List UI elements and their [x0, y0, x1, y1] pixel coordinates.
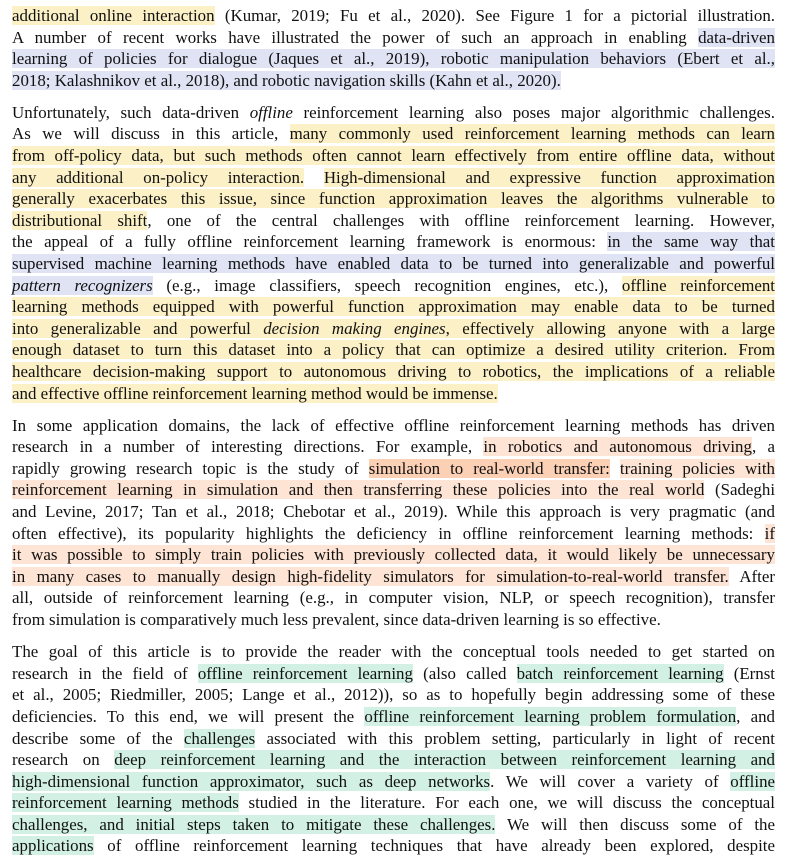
text-line: [12, 339, 775, 361]
text-line: [12, 231, 775, 253]
text-run: We will then discuss some of the: [495, 814, 775, 834]
text-run: The goal of this article is to provide the reader with the conceptual tools needed to get started on: [12, 642, 775, 662]
text-run: and Levine, 2017; Tan et al., 2018; Chebotar et al., 2019). While this approach is very pragmatic (and: [12, 502, 775, 522]
highlight-green: challenges: [183, 728, 256, 748]
highlight-green: offline: [730, 771, 776, 791]
text-line: [12, 102, 775, 124]
text-line: [12, 383, 775, 405]
highlight-yellow: and effective offline reinforcement learning method would be immense.: [12, 383, 498, 403]
text-line: [12, 501, 775, 523]
paragraph: [12, 641, 775, 857]
highlight-green: challenges, and initial steps taken to mitigate these challenges.: [12, 814, 496, 834]
text-run: [610, 459, 620, 478]
text-line: [12, 792, 775, 814]
text-run: [304, 168, 324, 187]
document-body: [12, 5, 775, 868]
emphasis-text: offline: [249, 102, 293, 122]
text-run: all, outside of reinforcement learning (e.g., in computer vision, NLP, or speech recognition), transfer: [12, 588, 775, 608]
text-line: [12, 479, 775, 501]
text-run: research on: [12, 750, 115, 770]
highlight-blue: 2018; Kalashnikov et al., 2018), and robotic navigation skills (Kahn et al., 2020).: [12, 70, 561, 90]
text-run: describe some of the: [12, 728, 184, 748]
text-line: [12, 458, 775, 480]
text-line: [12, 5, 775, 27]
text-line: [12, 253, 775, 275]
text-run: A number of recent works have illustrated the power of such an approach in enabling: [12, 27, 699, 47]
text-run: of offline reinforcement learning techniques that have already been explored, despite: [93, 836, 775, 856]
text-run: deficiencies. To this end, we will present the: [12, 706, 365, 726]
text-run: (e.g., image classifiers, speech recognition engines, etc.),: [152, 275, 622, 295]
highlight-blue: in the same way that: [607, 232, 776, 252]
paragraph: [12, 5, 775, 91]
text-run: rapidly growing research topic is the study of: [12, 458, 369, 478]
text-run: (also called: [412, 663, 517, 683]
highlight-yellow: into generalizable and powerful: [12, 318, 264, 338]
highlight-blue: data-driven: [698, 27, 775, 47]
highlight-yellow: generally exacerbates this issue, since function approximation leaves the algorithms vulnerable to: [12, 189, 775, 209]
highlight-green: applications: [12, 836, 94, 856]
text-run: studied in the literature. For each one, we will discuss the conceptual: [238, 793, 775, 813]
text-run: (Kumar, 2019; Fu et al., 2020). See Figure 1 for a pictorial illustration.: [214, 6, 775, 25]
text-line: [12, 609, 775, 631]
text-line: [12, 749, 775, 771]
text-run: research in the field of: [12, 663, 198, 683]
text-run: , and: [736, 706, 775, 726]
text-run: often effective), its popularity highlights the deficiency in offline reinforcement learning methods:: [12, 523, 765, 543]
highlight-yellow: distributional shift: [12, 210, 148, 230]
highlight-orange: in many cases to manually design high-fidelity simulators for simulation-to-real-world transfer.: [12, 566, 729, 586]
highlight-yellow: learning methods equipped with powerful function approximation may enable data to be turned: [12, 297, 775, 317]
highlight-blue: pattern recognizers: [12, 275, 153, 295]
text-line: [12, 728, 775, 750]
text-run: associated with this problem setting, particularly in light of recent: [255, 728, 775, 748]
highlight-green: batch reinforcement learning: [516, 663, 724, 683]
highlight-yellow: offline reinforcement: [621, 275, 775, 295]
text-run: , a: [751, 437, 775, 457]
highlight-yellow: healthcare decision-making support to autonomous driving to robotics, the implications of a reliable: [12, 362, 775, 381]
text-run: Unfortunately, such data-driven: [12, 102, 250, 122]
highlight-dark-orange: simulation to real-world transfer:: [368, 458, 610, 478]
text-line: [12, 48, 775, 70]
text-line: [12, 361, 775, 383]
highlight-green: offline reinforcement learning: [197, 663, 413, 683]
highlight-orange: reinforcement learning in simulation and then transferring these policies into the real world: [12, 480, 705, 500]
highlight-orange: if: [764, 523, 775, 543]
highlight-yellow: from off-policy data, but such methods often cannot learn effectively from entire offline data, without: [12, 146, 775, 166]
text-line: [12, 566, 775, 588]
text-line: [12, 210, 775, 232]
text-run: (Ernst: [723, 663, 775, 683]
highlight-blue: learning of policies for dialogue (Jaques et al., 2019), robotic manipulation behaviors (Ebert et al.,: [12, 49, 775, 69]
text-line: [12, 296, 775, 318]
text-line: [12, 318, 775, 340]
text-run: After: [728, 566, 775, 586]
text-line: [12, 415, 775, 437]
text-line: [12, 70, 775, 92]
text-line: [12, 641, 775, 663]
text-line: [12, 523, 775, 545]
text-run: from simulation is comparatively much less prevalent, since data-driven learning is so effective.: [12, 610, 661, 630]
text-line: [12, 684, 775, 706]
text-run: reinforcement learning also poses major algorithmic challenges.: [292, 102, 775, 122]
text-run: In some application domains, the lack of effective offline reinforcement learning methods has driven: [12, 415, 775, 435]
paragraph: [12, 415, 775, 631]
highlight-orange: training policies with: [619, 458, 775, 478]
text-line: [12, 663, 775, 685]
text-run: . We will cover a variety of: [490, 771, 731, 791]
highlight-yellow: many commonly used reinforcement learning methods can learn: [289, 124, 775, 144]
highlight-orange: it was possible to simply train policies with previously collected data, it would likely be unnecessary: [12, 545, 775, 565]
highlight-yellow: decision making engines: [263, 318, 446, 338]
text-line: [12, 436, 775, 458]
highlight-yellow: High-dimensional and expressive function approximation: [323, 167, 775, 187]
text-line: [12, 145, 775, 167]
text-line: [12, 167, 775, 189]
text-line: [12, 188, 775, 210]
text-line: [12, 835, 775, 857]
text-line: [12, 587, 775, 609]
text-line: [12, 544, 775, 566]
text-line: [12, 814, 775, 836]
highlight-green: deep reinforcement learning and the interaction between reinforcement learning and: [114, 750, 775, 770]
text-line: [12, 275, 775, 297]
highlight-yellow: additional online interaction: [12, 6, 215, 25]
highlight-orange: in robotics and autonomous driving: [483, 437, 752, 457]
highlight-green: offline reinforcement learning problem formulation: [364, 706, 737, 726]
highlight-yellow: enough dataset to turn this dataset into a policy that can optimize a desired utility criterion. From: [12, 340, 775, 360]
text-run: research in a number of interesting directions. For example,: [12, 437, 484, 457]
text-run: As we will discuss in this article,: [12, 124, 290, 144]
text-line: [12, 123, 775, 145]
highlight-yellow: , effectively allowing anyone with a large: [445, 318, 775, 338]
highlight-green: reinforcement learning methods: [12, 793, 239, 813]
text-run: the appeal of a fully offline reinforcement learning framework is enormous:: [12, 232, 608, 252]
highlight-green: high-dimensional function approximator, such as deep networks: [12, 771, 491, 791]
highlight-blue: supervised machine learning methods have enabled data to be turned into generalizable and powerful: [12, 254, 775, 274]
text-line: [12, 706, 775, 728]
text-run: (Sadeghi: [704, 480, 776, 500]
text-line: [12, 27, 775, 49]
text-run: et al., 2005; Riedmiller, 2005; Lange et al., 2012)), so as to hopefully begin addressing some of these: [12, 685, 775, 705]
highlight-yellow: any additional on-policy interaction.: [12, 167, 305, 187]
text-run: , one of the central challenges with offline reinforcement learning. However,: [147, 210, 775, 230]
text-line: [12, 771, 775, 793]
paragraph: [12, 102, 775, 404]
